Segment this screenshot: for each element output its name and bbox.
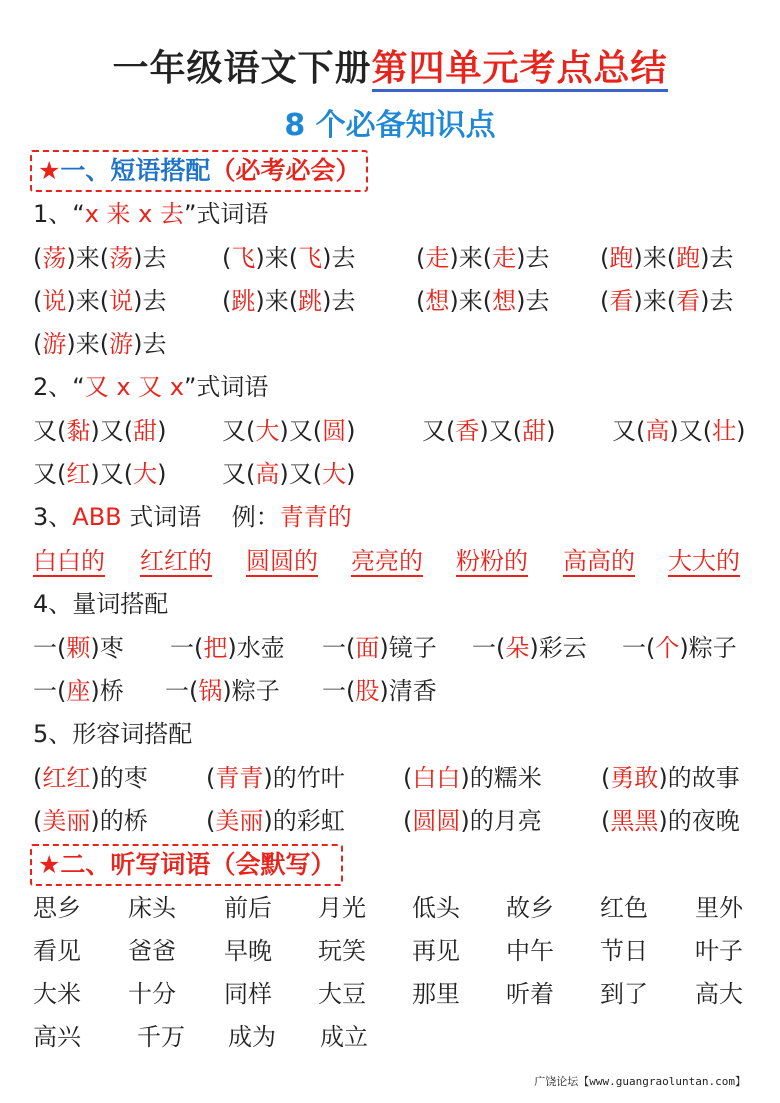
q4-phrase: 一(股)清香 [322,677,437,705]
dictation-word [506,977,554,1011]
q2-phrase: 又(大)又(圆) [222,417,356,445]
q1-phrase: (想)来(想)去 [416,287,550,315]
title-part2: 第四单元考点总结 [372,48,668,92]
answer-word: 看 [609,287,634,315]
answer-word: 美丽 [215,807,264,835]
q3-word [563,544,635,578]
answer-word: 黏 [66,417,91,445]
dictation-word [318,977,366,1011]
q2-heading: 2、“又 x 又 x”式词语 [33,373,269,401]
dictation-word [224,934,272,968]
answer-word: 游 [42,330,67,358]
q5-phrase: (美丽)的桥 [33,807,148,835]
q5-phrase: (红红)的枣 [33,764,148,792]
q2-phrase: 又(高)又(大) [222,460,356,488]
q1-phrase: (荡)来(荡)去 [33,244,167,272]
q1-phrase: (看)来(看)去 [600,287,734,315]
dictation-word [228,1020,276,1054]
answer-word: 亮亮的 [351,547,423,575]
answer-word: 美丽 [42,807,91,835]
q1-phrase: (说)来(说)去 [33,287,167,315]
answer-word: 粉粉的 [456,547,528,575]
answer-word: 个 [655,634,680,662]
q3-word [668,544,740,578]
q5-phrase: (青青)的竹叶 [206,764,345,792]
answer-word: 飞 [298,244,323,272]
answer-word: 大 [322,460,347,488]
dictation-word-text: 里外 [695,894,743,922]
answer-word: 白白的 [33,547,105,575]
star-icon: ★ [38,156,61,185]
section-label: 二、听写词语 [60,850,211,879]
dictation-word [320,1020,368,1054]
answer-word: 甜 [133,417,158,445]
dictation-word [224,891,272,925]
q5-phrase: (美丽)的彩虹 [206,807,345,835]
dictation-word-text: 同样 [224,980,272,1008]
answer-word: 大 [133,460,158,488]
dictation-word-text: 再见 [412,937,460,965]
dictation-word-text: 大豆 [318,980,366,1008]
section-heading-dictation [30,844,343,886]
dictation-word-text: 高大 [695,980,743,1008]
answer-word: 红 [66,460,91,488]
answer-word: 颗 [66,634,91,662]
dictation-word-text: 听着 [506,980,554,1008]
section-note: （必考必会） [210,156,361,185]
q4-phrase: 一(面)镜子 [322,634,437,662]
dictation-word-text: 成立 [320,1023,368,1051]
dictation-word [224,977,272,1011]
answer-word: 高 [255,460,280,488]
dictation-word [412,891,460,925]
page-title [0,40,780,91]
answer-word: 红红 [42,764,91,792]
q1-phrase: (跳)来(跳)去 [222,287,356,315]
q3-word [140,544,212,578]
dictation-word [128,891,176,925]
q4-phrase: 一(朵)彩云 [472,634,587,662]
dictation-word-text: 叶子 [695,937,743,965]
answer-word: 圆圆的 [246,547,318,575]
answer-word: 勇敢 [610,764,659,792]
q3-heading: 3、ABB 式词语 例：青青的 [33,503,352,531]
dictation-word [412,934,460,968]
dictation-word [412,977,460,1011]
answer-word: 青青 [215,764,264,792]
answer-word: 高高的 [563,547,635,575]
answer-word: 想 [425,287,450,315]
dictation-word [506,934,554,968]
dictation-word [600,934,648,968]
page-subtitle: 8 个必备知识点 [284,108,496,143]
dictation-word [33,934,81,968]
dictation-word [600,977,648,1011]
dictation-word-text: 节日 [600,937,648,965]
dictation-word [33,891,81,925]
dictation-word-text: 中午 [506,937,554,965]
answer-word: 游 [109,330,134,358]
dictation-word-text: 思乡 [33,894,81,922]
answer-word: 面 [355,634,380,662]
q4-heading: 4、量词搭配 [33,590,169,618]
dictation-word [695,891,743,925]
dictation-word [600,891,648,925]
dictation-word [318,934,366,968]
answer-word: 圆 [322,417,347,445]
answer-word: 看 [676,287,701,315]
answer-word: 壮 [712,417,737,445]
section-label: 一、短语搭配 [60,156,211,185]
q2-phrase: 又(香)又(甜) [422,417,556,445]
dictation-word-text: 十分 [128,980,176,1008]
q3-word [33,544,105,578]
answer-word: 大大的 [668,547,740,575]
section-heading-phrases [30,150,368,192]
dictation-word-text: 故乡 [506,894,554,922]
dictation-word-text: 红色 [600,894,648,922]
answer-word: 黑黑 [610,807,659,835]
dictation-word-text: 爸爸 [128,937,176,965]
answer-word: 荡 [42,244,67,272]
q4-phrase: 一(颗)枣 [33,634,124,662]
dictation-word-text: 玩笑 [318,937,366,965]
dictation-word [695,934,743,968]
answer-word: 跑 [609,244,634,272]
dictation-word [318,891,366,925]
q5-phrase: (圆圆)的月亮 [403,807,542,835]
answer-word: 白白 [412,764,461,792]
answer-word: 香 [455,417,480,445]
answer-word: 锅 [198,677,223,705]
q4-phrase: 一(座)桥 [33,677,124,705]
q2-phrase: 又(黏)又(甜) [33,417,167,445]
answer-word: 说 [42,287,67,315]
section-note: （会默写） [210,850,336,879]
dictation-word [128,934,176,968]
dictation-word-text: 千万 [137,1023,185,1051]
star-icon: ★ [38,850,61,879]
dictation-word-text: 到了 [600,980,648,1008]
dictation-word [33,1020,81,1054]
answer-word: 大 [255,417,280,445]
dictation-word [506,891,554,925]
dictation-word-text: 床头 [128,894,176,922]
answer-word: 说 [109,287,134,315]
q5-heading: 5、形容词搭配 [33,720,193,748]
answer-word: 红红的 [140,547,212,575]
dictation-word-text: 前后 [224,894,272,922]
q1-phrase: (走)来(走)去 [416,244,550,272]
answer-word: 把 [203,634,228,662]
dictation-word-text: 低头 [412,894,460,922]
q2-phrase: 又(高)又(壮) [612,417,746,445]
dictation-word-text: 成为 [228,1023,276,1051]
q1-phrase: (游)来(游)去 [33,330,167,358]
dictation-word-text: 大米 [33,980,81,1008]
answer-word: 高 [645,417,670,445]
answer-word: 座 [66,677,91,705]
dictation-word-text: 看见 [33,937,81,965]
dictation-word [33,977,81,1011]
footer-watermark: 广饶论坛【www.guangraoluntan.com】 [534,1075,746,1088]
answer-word: 走 [492,244,517,272]
q1-heading: 1、“x 来 x 去”式词语 [33,200,269,228]
dictation-word [695,977,743,1011]
dictation-word-text: 高兴 [33,1023,81,1051]
q5-phrase: (勇敢)的故事 [601,764,740,792]
answer-word: 甜 [522,417,547,445]
answer-word: 朵 [505,634,530,662]
q5-phrase: (白白)的糯米 [403,764,542,792]
q2-phrase: 又(红)又(大) [33,460,167,488]
answer-word: 圆圆 [412,807,461,835]
dictation-word [128,977,176,1011]
answer-word: 想 [492,287,517,315]
answer-word: 荡 [109,244,134,272]
q1-phrase: (飞)来(飞)去 [222,244,356,272]
dictation-word-text: 早晚 [224,937,272,965]
q4-phrase: 一(个)粽子 [622,634,737,662]
q3-word [246,544,318,578]
answer-word: 跳 [231,287,256,315]
q3-word [351,544,423,578]
q1-phrase: (跑)来(跑)去 [600,244,734,272]
q3-word [456,544,528,578]
q4-phrase: 一(把)水壶 [170,634,285,662]
answer-word: 股 [355,677,380,705]
q5-phrase: (黑黑)的夜晚 [601,807,740,835]
q4-phrase: 一(锅)粽子 [165,677,280,705]
dictation-word [137,1020,185,1054]
answer-word: 跑 [676,244,701,272]
answer-word: 飞 [231,244,256,272]
dictation-word-text: 那里 [412,980,460,1008]
answer-word: 走 [425,244,450,272]
title-part1: 一年级语文下册 [112,48,372,89]
answer-word: 跳 [298,287,323,315]
dictation-word-text: 月光 [318,894,366,922]
